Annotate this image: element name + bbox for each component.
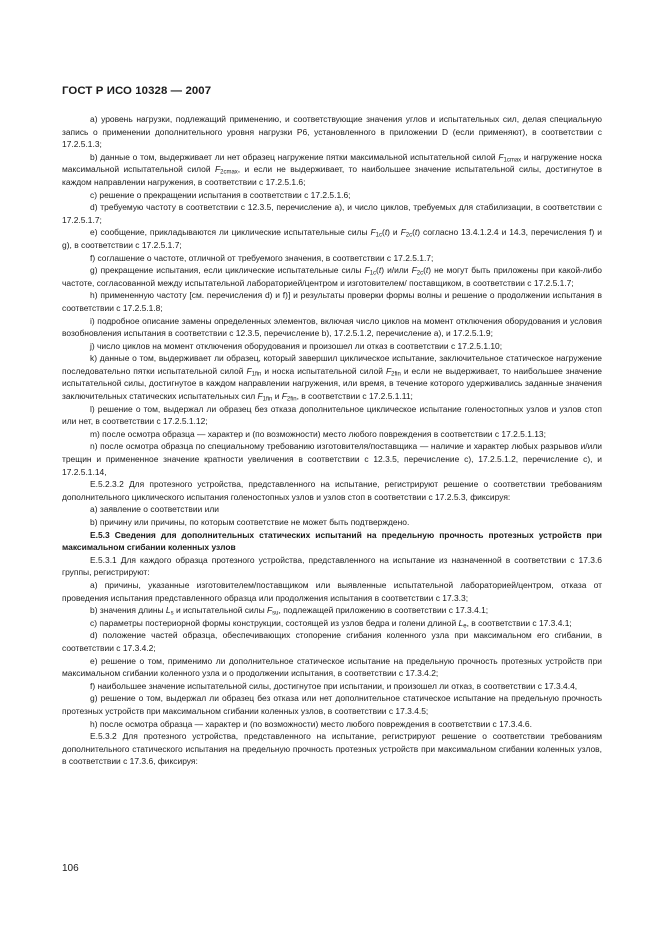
section-heading: Е.5.3 Сведения для дополнительных статических испытаний на предельную прочность протезных устройств при максимальном сгибании коленных узлов <box>62 529 602 553</box>
paragraph: l) решение о том, выдержал ли образец без отказа дополнительное циклическое испытание голеностопных узлов и узлов стоп или нет, в соответствии с 17.2.5.1.12; <box>62 403 602 427</box>
paragraph: Е.5.2.3.2 Для протезного устройства, представленного на испытание, регистрируют решение о соответствии требованиям дополнительного циклического испытания голеностопных узлов и узлов стоп в соответствии с 17.2.5.3, фиксируя: <box>62 479 602 502</box>
paragraph: а) причины, указанные изготовителем/поставщиком или выявленные испытательной лабораторией/центром, отказа от проведения испытания представленного образца или продолжения испытания в соответствии с 17.3.3; <box>62 579 602 603</box>
paragraph: j) число циклов на момент отключения оборудования и произошел ли отказ в соответствии с 17.2.5.1.10; <box>90 340 503 351</box>
paragraph: k) данные о том, выдерживает ли образец, который завершил циклическое испытание, заключительное статическое нагружение последовательно пятки испытательной силой $F_{1fin}$ и носка испытательной силой $F_{2fin}$ и если не выдерживает, то наибольшее значение испытательной силы, достигнутое в каждом направлении нагружения, или время, в течение которого удерживались заданные значения заключительных статических испытательных сил $F_{1fin}$ и $F_{2fin}$, в соответствии с 17.2.5.1.11; <box>62 353 602 403</box>
paragraph: f) соглашение о частоте, отличной от требуемого значения, в соответствии с 17.2.5.1.7; <box>90 252 434 263</box>
document-body <box>62 113 602 768</box>
paragraph: g) прекращение испытания, если циклические испытательные силы $F_{1c}(t)$ и/или $F_{2c}(t)$ не могут быть приложены при какой-либо частоте, согласованной между испытательной лабораторией/центром и изготовителем/ поставщиком, в соответствии с 17.2.5.1.7; <box>62 265 602 288</box>
paragraph: b) значения длины $L_s$ и испытательной силы $F_{su}$, подлежащей приложению в соответствии с 17.3.4.1; <box>90 605 489 617</box>
paragraph: h) примененную частоту [см. перечисления d) и f)] и результаты проверки формы волны и решение о продолжении испытания в соответствии с 17.2.5.1.8; <box>62 290 602 313</box>
paragraph: h) после осмотра образца — характер и (по возможности) место любого повреждения в соответствии с 17.3.4.6. <box>90 718 532 729</box>
paragraph: d) требуемую частоту в соответствии с 12.3.5, перечисление а), и число циклов, требуемых для стабилизации, в соответствии с 17.2.5.1.7; <box>62 202 602 225</box>
paragraph: b) причину или причины, по которым соответствие не может быть подтверждено. <box>90 517 410 527</box>
paragraph: m) после осмотра образца — характер и (по возможности) место любого повреждения в соответствии с 17.2.5.1.13; <box>90 428 546 439</box>
paragraph: d) положение частей образца, обеспечивающих стопорение сгибания коленного узла при максимальном его сгибании, в соответствии с 17.3.4.2; <box>62 630 602 653</box>
paragraph: i) подробное описание замены определенных элементов, включая число циклов на момент отключения оборудования и условия возобновления испытания в соответствии с 12.3.5, перечисление b), 17.2.5.1.2, перечисление а), и 17.2.5.1.9; <box>62 315 602 339</box>
paragraph: а) уровень нагрузки, подлежащий применению, и соответствующие значения углов и испытательных сил, делая специальную запись о применении дополнительного уровня нагрузки Р6, установленного в приложении D (если применяют), в соответствии с 17.2.5.1.3; <box>62 114 602 150</box>
paragraph: n) после осмотра образца по специальному требованию изготовителя/поставщика — наличие и характер любых разрывов и/или трещин и примененное значение кратности увеличения в соответствии с 12.3.5, перечисление с), 17.2.5.1.2, перечисление с), и 17.2.5.1.14, <box>62 441 602 477</box>
document-header: ГОСТ Р ИСО 10328 — 2007 <box>62 85 212 97</box>
paragraph: Е.5.3.2 Для протезного устройства, представленного на испытание, регистрируют решение о соответствии требованиям дополнительного статического испытания на предельную прочность протезных устройств при максимальном сгибании коленных узлов, в соответствии с 17.3.6, фиксируя: <box>62 731 602 767</box>
paragraph: e) решение о том, применимо ли дополнительное статическое испытание на предельную прочность протезных устройств при максимальном сгибании коленного узла и о продолжении испытания, в соответствии с 17.3.4.2; <box>62 655 602 679</box>
paragraph: e) сообщение, прикладываются ли циклические испытательные силы $F_{1c}(t)$ и $F_{2c}(t)$ согласно 13.4.1.2.4 и 14.3, перечисления f) и g), в соответствии с 17.2.5.1.7; <box>62 227 602 250</box>
paragraph: Е.5.3.1 Для каждого образца протезного устройства, представленного на испытание из назначенной в соответствии с 17.3.6 группы, регистрируют: <box>62 554 602 578</box>
paragraph: f) наибольшее значение испытательной силы, достигнутое при испытании, и произошел ли отказ, в соответствии с 17.3.4.4, <box>90 680 578 691</box>
paragraph: g) решение о том, выдержал ли образец без отказа или нет дополнительное статическое испытание на предельную прочность протезных устройств при максимальном сгибании коленных узлов, в соответствии с 17.3.4.5; <box>62 693 602 716</box>
paragraph: а) заявление о соответствии или <box>90 504 219 515</box>
paragraph: c) решение о прекращении испытания в соответствии с 17.2.5.1.6; <box>90 189 351 200</box>
page-number: 106 <box>62 863 79 874</box>
paragraph: c) параметры постериорной формы конструкции, состоящей из узлов бедра и голени длиной $L_e$, в соответствии с 17.3.4.1; <box>90 617 572 630</box>
paragraph: b) данные о том, выдерживает ли нет образец нагружение пятки максимальной испытательной силой $F_{1cmax}$ и нагружение носка максимальной испытательной силой $F_{2cmax}$, и если не выдерживает, то наибольшее значение испытательной силы, достигнутое в каждом направлении нагружения, в соответствии с 17.2.5.1.6; <box>62 151 602 187</box>
